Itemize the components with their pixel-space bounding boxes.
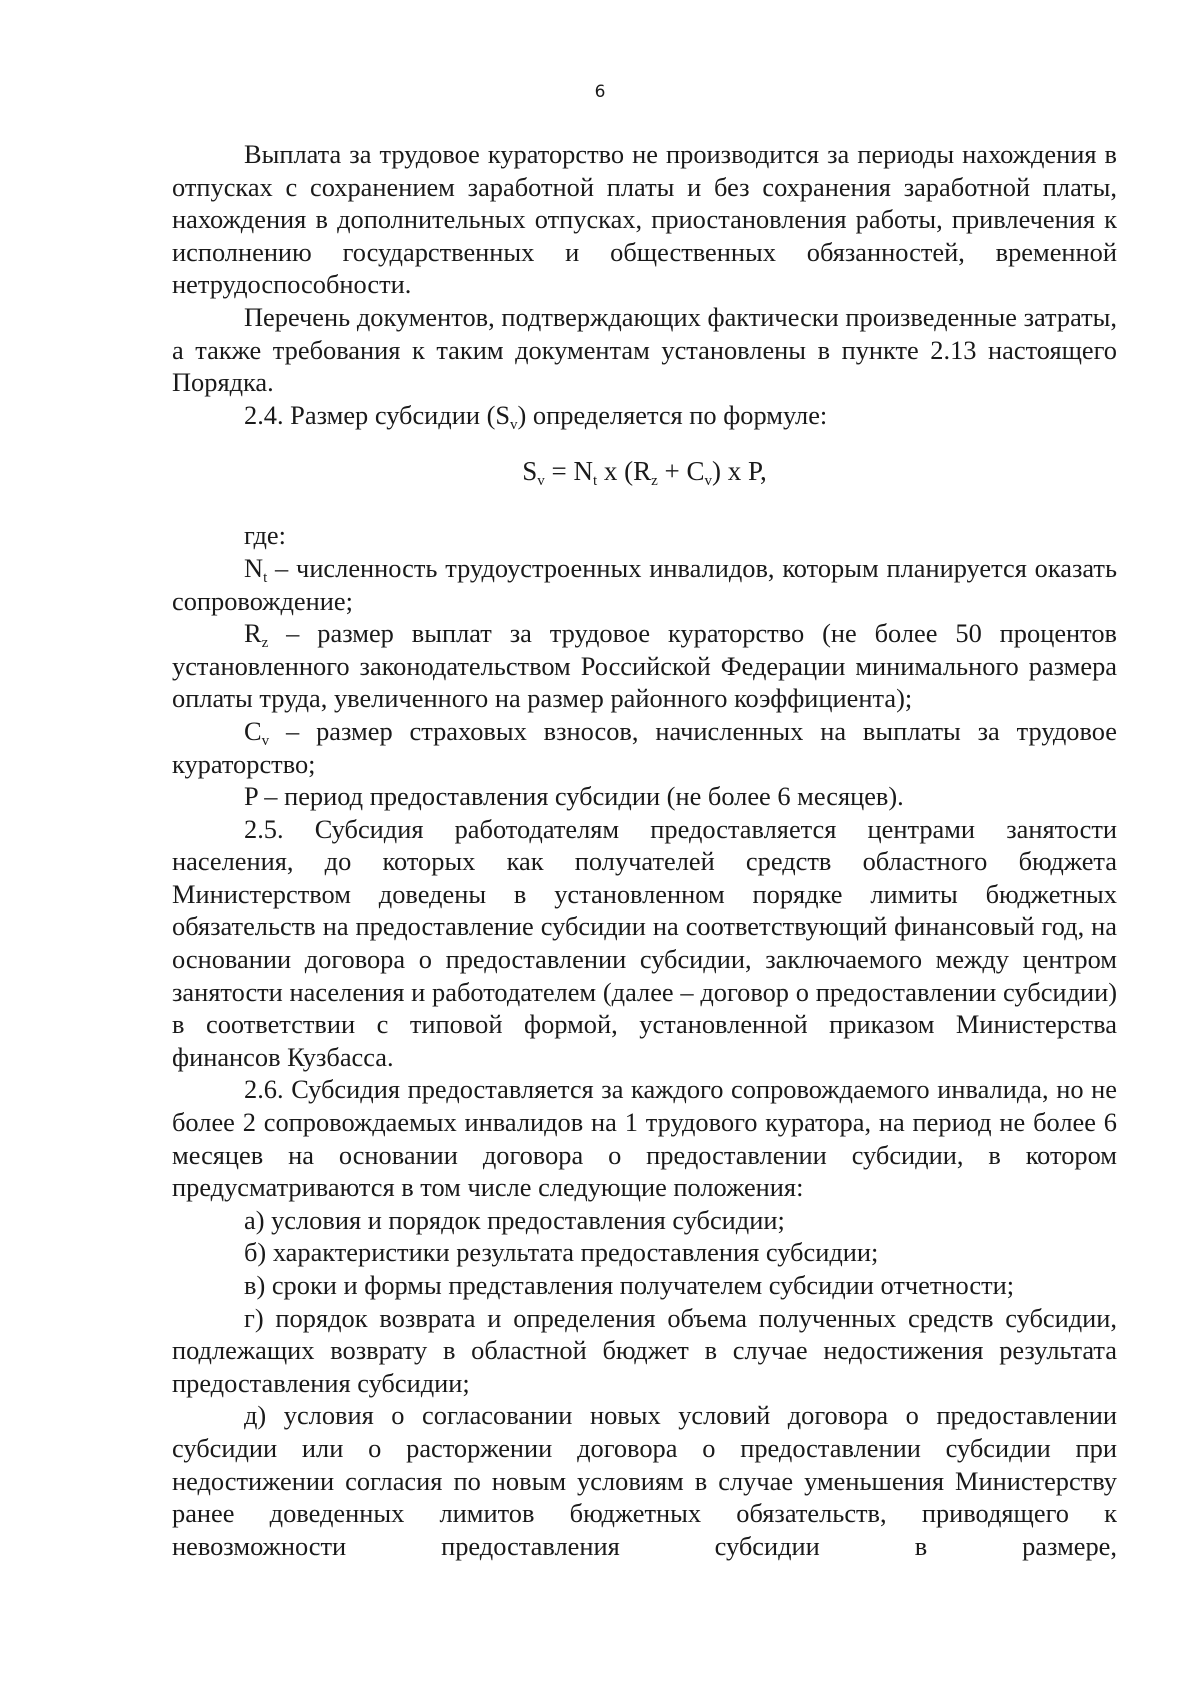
definition-nt-sub: t (263, 569, 268, 586)
formula-tail: ) x P, (712, 456, 767, 487)
formula-nt-sub: t (592, 473, 598, 490)
list-item: в) сроки и формы представления получателем субсидии отчетности; (244, 1270, 1015, 1300)
paragraph-2-4-prefix: 2.4. Размер субсидии (S (244, 399, 511, 430)
where-label: где: (244, 520, 286, 551)
subsidy-formula (172, 453, 1117, 489)
paragraph-2-4-suffix: ) определяется по формуле: (517, 399, 828, 430)
definition-nt-symbol: N (244, 552, 264, 583)
formula-eq: = N (544, 456, 593, 487)
formula-plus: + C (657, 456, 705, 487)
section-2-5: 2.5. Субсидия работодателям предоставляется центрами занятости населения, до которых как получателей средств областного бюджета Министерством доведены в установленном порядке лимиты бюджетных обязательств на предоставление субсидии на соответствующий финансовый год, на основании договора о предоставлении субсидии, заключаемого между центром занятости населения и работодателем (далее – договор о предоставлении субсидии) в соответствии с типовой формой, установленной приказом Министерства финансов Кузбасса. (172, 813, 1117, 1072)
paragraph-2-4 (172, 399, 1117, 432)
list-item: а) условия и порядок предоставления субсидии; (244, 1204, 785, 1235)
definition-cv-sub: v (261, 732, 270, 749)
formula-sv: S (522, 456, 538, 487)
definition-rz-symbol: R (244, 618, 262, 649)
definition-nt-text: – численность трудоустроенных инвалидов, которым планируется оказать сопровождение; (172, 552, 1117, 616)
formula-x1: x (R (597, 456, 652, 487)
section-2-6: 2.6. Субсидия предоставляется за каждого сопровождаемого инвалида, но не более 2 сопровождаемых инвалидов на 1 трудового куратора, на период не более 6 месяцев на основании договора о предоставлении субсидии, в котором предусматриваются в том числе следующие положения: (172, 1074, 1117, 1203)
formula-sv-sub: v (537, 473, 545, 490)
list-item: г) порядок возврата и определения объема полученных средств субсидии, подлежащих возврату в областной бюджет в случае недостижения результата предоставления субсидии; (172, 1302, 1117, 1398)
definition-rz-sub: z (261, 635, 269, 652)
definition-cv (172, 715, 1117, 780)
formula-cv-sub: v (704, 473, 713, 490)
document-body (172, 138, 1117, 1562)
definition-cv-symbol: C (244, 715, 262, 746)
list-item: б) характеристики результата предоставления субсидии; (244, 1237, 879, 1268)
definition-nt (172, 552, 1117, 617)
definition-cv-text: – размер страховых взносов, начисленных на выплаты за трудовое кураторство; (172, 715, 1117, 779)
page-number: 6 (594, 82, 606, 102)
definition-rz-text: – размер выплат за трудовое кураторство (не более 50 процентов установленного законодательством Российской Федерации минимального размера оплаты труда, увеличенного на размер районного коэффициента); (172, 618, 1117, 714)
subscript-v: v (510, 416, 518, 433)
definition-rz (172, 617, 1117, 715)
paragraph-payment-exclusions: Выплата за трудовое кураторство не производится за периоды нахождения в отпусках с сохранением заработной платы и без сохранения заработной платы, нахождения в дополнительных отпусках, приостановления работы, привлечения к исполнению государственных и общественных обязанностей, временной нетрудоспособности. (172, 139, 1117, 300)
formula-rz-sub: z (651, 473, 658, 490)
definition-p: P – период предоставления субсидии (не более 6 месяцев). (244, 781, 904, 812)
paragraph-documents-list: Перечень документов, подтверждающих фактически произведенные затраты, а также требования к таким документам установлены в пункте 2.13 настоящего Порядка. (172, 301, 1117, 398)
list-item: д) условия о согласовании новых условий договора о предоставлении субсидии или о расторжении договора о предоставлении субсидии при недостижении согласия по новым условиям в случае уменьшения Министерству ранее доведенных лимитов бюджетных обязательств, приводящего к невозможности предоставления субсидии в размере, (172, 1400, 1117, 1561)
